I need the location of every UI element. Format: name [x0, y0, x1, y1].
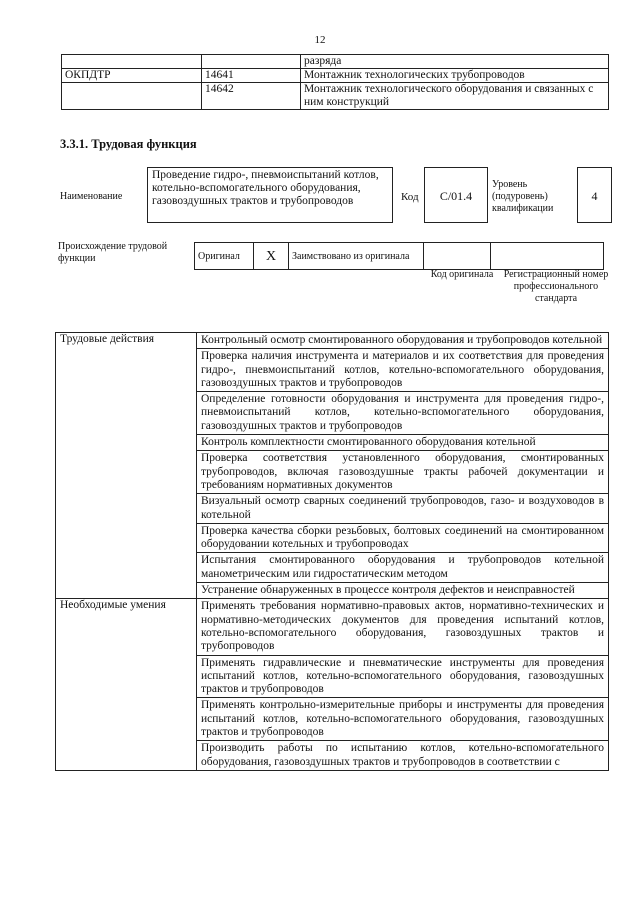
table-cell: разряда [301, 55, 609, 69]
level-box: 4 [577, 167, 612, 223]
list-item: Контрольный осмотр смонтированного оборудования и трубопроводов котельной [197, 333, 609, 349]
okpdtr-label: ОКПДТР [62, 69, 202, 83]
table-row [195, 243, 604, 270]
list-item: Проверка наличия инструмента и материалов и их соответствия для проведения гидро-, пневмоиспытаний котлов, котельно-вспомогательного оборудования, газовоздушных трактов и трубопроводов [197, 349, 609, 392]
table-row [62, 83, 609, 110]
okpdtr-name: Монтажник технологического оборудования и связанных с ним конструкций [301, 83, 609, 110]
original-label: Оригинал [195, 243, 254, 270]
section-label: Трудовые действия [56, 333, 197, 599]
list-item: Производить работы по испытанию котлов, котельно-вспомогательного оборудования, газовоздушных трактов и трубопроводов в соответствии с [197, 741, 609, 771]
section-label: Необходимые умения [56, 599, 197, 771]
table-cell [62, 83, 202, 110]
table-row [62, 55, 609, 69]
list-item: Применять требования нормативно-правовых актов, нормативно-технических и нормативно-методических документов для проведения испытаний котлов, котельно-вспомогательного оборудования, газовоздушных трактов и трубопроводов [197, 599, 609, 655]
okpdtr-code: 14641 [202, 69, 301, 83]
table-row [62, 69, 609, 83]
list-item: Устранение обнаруженных в процессе контроля дефектов и неисправностей [197, 583, 609, 599]
list-item: Применять гидравлические и пневматические инструменты для проведения испытаний котлов, котельно-вспомогательного оборудования, газовоздушных трактов и трубопроводов [197, 655, 609, 698]
origin-table [194, 242, 604, 270]
list-item: Визуальный осмотр сварных соединений трубопроводов, газо- и воздуховодов в котельной [197, 494, 609, 524]
original-mark: X [254, 243, 289, 270]
table-row [56, 333, 609, 349]
code-original-cell [424, 243, 491, 270]
okpdtr-code: 14642 [202, 83, 301, 110]
level-label: Уровень (подуровень) квалификации [492, 179, 554, 214]
table-cell [62, 55, 202, 69]
name-label: Наименование [60, 191, 123, 202]
origin-label: Происхождение трудовой функции [58, 241, 168, 264]
table-row [56, 599, 609, 655]
function-details-table [55, 332, 609, 771]
borrowed-label: Заимствовано из оригинала [289, 243, 424, 270]
table-cell [202, 55, 301, 69]
list-item: Проверка качества сборки резьбовых, болтовых соединений на смонтированном оборудовании котельных и трубопроводах [197, 523, 609, 553]
list-item: Определение готовности оборудования и инструмента для проведения гидро-, пневмоиспытаний котлов, котельно-вспомогательного оборудования, газовоздушных трактов и трубопроводов [197, 392, 609, 435]
reg-number-label: Регистрационный номер профессионального стандарта [503, 269, 609, 304]
code-original-label: Код оригинала [430, 269, 494, 280]
okpdtr-name: Монтажник технологических трубопроводов [301, 69, 609, 83]
function-name-box: Проведение гидро-, пневмоиспытаний котлов, котельно-вспомогательного оборудования, газовоздушных трактов и трубопроводов [147, 167, 393, 223]
section-title: 3.3.1. Трудовая функция [60, 137, 197, 151]
code-label: Код [401, 191, 419, 203]
list-item: Применять контрольно-измерительные приборы и инструменты для проведения испытаний котлов, котельно-вспомогательного оборудования, газовоздушных трактов и трубопроводов [197, 698, 609, 741]
page-number: 12 [314, 34, 326, 46]
okpdtr-table [61, 54, 609, 110]
list-item: Проверка соответствия установленного оборудования, смонтированных трубопроводов, включая газовоздушные тракты рабочей документации и требованиям нормативных документов [197, 451, 609, 494]
function-code-box: С/01.4 [424, 167, 488, 223]
list-item: Контроль комплектности смонтированного оборудования котельной [197, 435, 609, 451]
reg-number-cell [491, 243, 604, 270]
list-item: Испытания смонтированного оборудования и трубопроводов котельной манометрическим или гидростатическим методом [197, 553, 609, 583]
